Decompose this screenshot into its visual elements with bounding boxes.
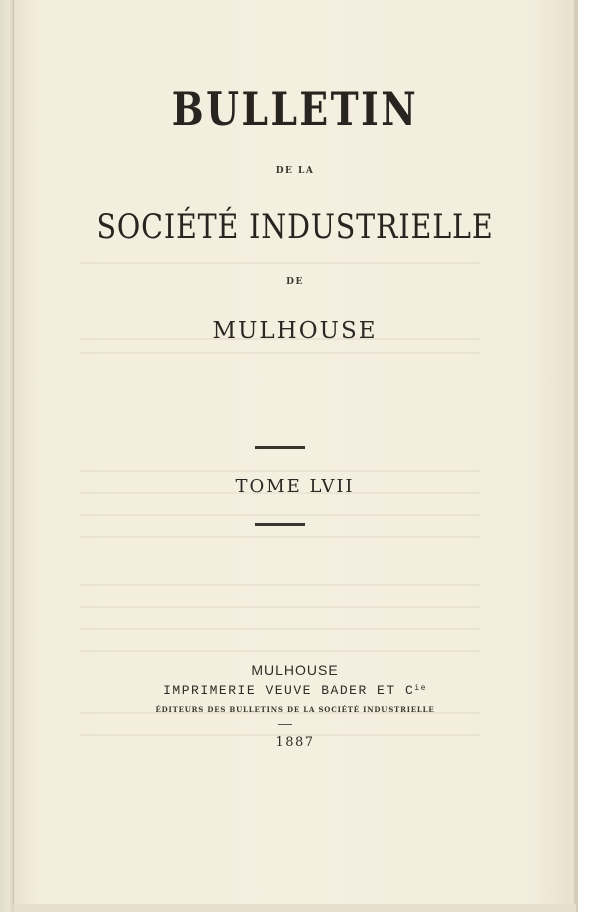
imprint-editors: ÉDITEURS DES BULLETINS DE LA SOCIÉTÉ INDUSTRIELLE — [155, 705, 435, 714]
printer-suffix: ie — [414, 684, 427, 693]
imprint-dash — [278, 724, 292, 725]
publication-year: 1887 — [275, 735, 315, 750]
page-bottom-edge — [14, 904, 576, 912]
printer-name: IMPRIMERIE VEUVE BADER ET C — [163, 683, 415, 698]
page-left-edge — [0, 0, 14, 912]
bulletin-title: BULLETIN — [171, 82, 419, 136]
connector-de: DE — [286, 277, 304, 287]
city-name: MULHOUSE — [212, 318, 378, 344]
society-name: SOCIÉTÉ INDUSTRIELLE — [96, 207, 494, 247]
imprint-printer — [14, 683, 576, 698]
imprint-city: MULHOUSE — [251, 662, 339, 678]
volume-number: TOME LVII — [235, 476, 355, 497]
connector-de-la: DE LA — [275, 166, 315, 176]
ornamental-rule-top — [255, 446, 305, 449]
title-page — [14, 0, 576, 904]
ornamental-rule-bottom — [255, 523, 305, 526]
